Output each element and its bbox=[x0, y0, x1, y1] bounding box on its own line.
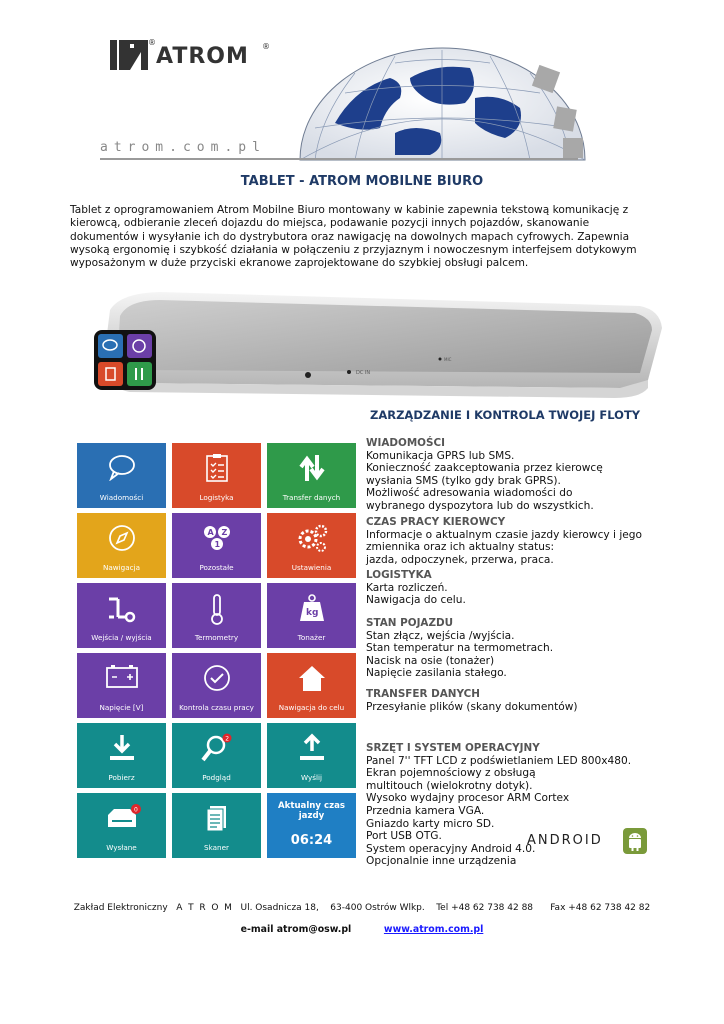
weight-kg-icon bbox=[297, 593, 327, 623]
tile-label: Pozostałe bbox=[199, 563, 234, 572]
feature-line: multitouch (wielokrotny dotyk). bbox=[366, 779, 533, 792]
footer-email: e-mail atrom@osw.pl bbox=[240, 924, 352, 935]
svg-text:kg: kg bbox=[305, 608, 318, 618]
tablet-image bbox=[100, 288, 665, 408]
document-icon bbox=[204, 803, 230, 833]
tile-termometry[interactable] bbox=[172, 583, 261, 648]
compass-icon bbox=[107, 523, 137, 553]
feature-stan-pojazdu bbox=[366, 617, 553, 680]
feature-line: Nacisk na osie (tonażer) bbox=[366, 654, 495, 667]
feature-line: Opcjonalnie inne urządzenia bbox=[366, 855, 517, 868]
atrom-logo bbox=[110, 38, 270, 74]
feature-line: Port USB OTG. bbox=[366, 830, 442, 843]
tile-label: Wiadomości bbox=[99, 493, 144, 502]
feature-heading: STAN POJAZDU bbox=[366, 617, 454, 629]
fleet-section-title: ZARZĄDZANIE I KONTROLA TWOJEJ FLOTY bbox=[370, 408, 641, 422]
feature-line: Przednia kamera VGA. bbox=[366, 804, 485, 817]
magnifier-icon bbox=[200, 733, 234, 765]
tile-label: Pobierz bbox=[108, 773, 135, 782]
footer-website-link[interactable]: www.atrom.com.pl bbox=[383, 924, 484, 935]
sort-icon bbox=[201, 523, 233, 553]
clock-tile-time: 06:24 bbox=[290, 833, 333, 848]
feature-logistyka bbox=[366, 569, 466, 607]
feature-line: zmiennika oraz ich aktualny status: bbox=[366, 541, 555, 554]
transfer-arrows-icon bbox=[298, 453, 326, 483]
tile-wyslij[interactable] bbox=[267, 723, 356, 788]
feature-heading: LOGISTYKA bbox=[366, 569, 432, 581]
feature-line: wybranego dyspozytora lub do wszystkich. bbox=[366, 499, 594, 512]
tile-nawigacja-do-celu[interactable] bbox=[267, 653, 356, 718]
port-label-dcin: DC IN bbox=[356, 370, 371, 376]
tile-napiecie[interactable] bbox=[77, 653, 166, 718]
feature-line: Stan złącz, wejścia /wyjścia. bbox=[366, 629, 515, 642]
feature-sprzet-system bbox=[366, 742, 631, 868]
tile-label: Napięcie [V] bbox=[99, 703, 144, 712]
logo-reg-mark-2: ® bbox=[262, 42, 270, 51]
feature-line: Panel 7'' TFT LCD z podświetlaniem LED 800x480. bbox=[366, 754, 632, 767]
tile-pobierz[interactable] bbox=[77, 723, 166, 788]
svg-text:A: A bbox=[207, 528, 214, 537]
tile-podglad[interactable] bbox=[172, 723, 261, 788]
tile-label: Kontrola czasu pracy bbox=[179, 703, 254, 712]
feature-heading: SRZĘT I SYSTEM OPERACYJNY bbox=[366, 742, 540, 754]
clipboard-checklist-icon bbox=[204, 453, 230, 483]
tile-aktualny-czas-jazdy[interactable] bbox=[267, 793, 356, 858]
upload-icon bbox=[297, 733, 327, 763]
tile-logistyka[interactable] bbox=[172, 443, 261, 508]
tile-ustawienia[interactable] bbox=[267, 513, 356, 578]
wyslane-badge: 0 bbox=[133, 806, 138, 814]
svg-text:Z: Z bbox=[221, 528, 227, 537]
globe-icon bbox=[295, 38, 590, 163]
printer-icon bbox=[102, 803, 142, 833]
tile-kontrola-czasu-pracy[interactable] bbox=[172, 653, 261, 718]
svg-text:ANDROID: ANDROID bbox=[527, 833, 603, 846]
tile-label: Ustawienia bbox=[291, 563, 332, 572]
feature-line: Stan temperatur na termometrach. bbox=[366, 642, 554, 655]
feature-heading: WIADOMOŚCI bbox=[366, 437, 445, 449]
feature-line: Informacje o aktualnym czasie jazdy kierowcy i jego bbox=[366, 528, 643, 541]
port-label-mic: MIC bbox=[444, 357, 452, 362]
tile-label: Nawigacja do celu bbox=[278, 703, 345, 712]
feature-transfer-danych bbox=[366, 688, 578, 713]
battery-icon bbox=[105, 663, 139, 689]
feature-line: Nawigacja do celu. bbox=[366, 594, 466, 607]
feature-wiadomosci bbox=[366, 437, 603, 513]
feature-czas-pracy bbox=[366, 516, 642, 566]
intro-paragraph: Tablet z oprogramowaniem Atrom Mobilne Biuro montowany w kabinie zapewnia tekstową komunikację z kierowcą, odbieranie zleceń dojazdu do miejsca, podawanie pozycji innych pojazdów, skanowanie dokumentów i wysyłanie ich do dystrybutora oraz nawigację na dowolnych mapach cyfrowych. Zapewnia wysoką ergonomię i szybkość działania w połączeniu z przyjaznym i nowoczesnym interfejsem dotykowym wyposażonym w duże przyciski ekranowe zaprojektowane do szybkiej obsługi palcem. bbox=[70, 204, 637, 270]
tile-nawigacja[interactable] bbox=[77, 513, 166, 578]
tile-wejscia-wyjscia[interactable] bbox=[77, 583, 166, 648]
tile-skaner[interactable] bbox=[172, 793, 261, 858]
app-tile-grid bbox=[77, 443, 357, 863]
android-robot-icon bbox=[623, 828, 647, 854]
io-switch-icon bbox=[106, 593, 138, 623]
feature-line: jazda, odpoczynek, przerwa, praca. bbox=[366, 553, 554, 566]
tile-pozostale[interactable] bbox=[172, 513, 261, 578]
feature-line: System operacyjny Android 4.0. bbox=[366, 842, 536, 855]
tile-label: Transfer danych bbox=[282, 493, 341, 502]
thermometer-icon bbox=[209, 593, 225, 625]
feature-line: Ekran pojemnościowy z obsługą bbox=[366, 767, 536, 780]
feature-heading: CZAS PRACY KIEROWCY bbox=[366, 516, 506, 528]
logo-text: ATROM bbox=[156, 44, 249, 69]
feature-line: wysłania SMS (tylko gdy brak GPRS). bbox=[366, 474, 561, 487]
feature-line: Przesyłanie plików (skany dokumentów) bbox=[366, 700, 578, 713]
feature-line: Komunikacja GPRS lub SMS. bbox=[366, 449, 515, 462]
tile-wyslane[interactable] bbox=[77, 793, 166, 858]
footer-contact bbox=[0, 924, 724, 935]
footer-address: Zakład Elektroniczny A T R O M Ul. Osadnicza 18, 63-400 Ostrów Wlkp. Tel +48 62 738 42 88 Fax +48 62 738 42 82 bbox=[73, 903, 651, 913]
tile-wiadomosci[interactable] bbox=[77, 443, 166, 508]
header-divider bbox=[100, 158, 578, 160]
check-circle-icon bbox=[202, 663, 232, 693]
home-icon bbox=[297, 663, 327, 693]
feature-line: Gniazdo karty micro SD. bbox=[366, 817, 495, 830]
tile-label: Skaner bbox=[204, 843, 229, 852]
tile-label: Wysłane bbox=[106, 843, 137, 852]
podglad-badge: 2 bbox=[224, 735, 229, 743]
tile-label: Termometry bbox=[194, 633, 239, 642]
feature-heading: TRANSFER DANYCH bbox=[366, 688, 480, 700]
app-launcher-icon bbox=[94, 330, 156, 390]
android-wordmark-logo bbox=[527, 832, 613, 846]
gears-icon bbox=[296, 523, 328, 553]
atrom-logo-mark-icon bbox=[110, 40, 148, 70]
tile-label: Wejścia / wyjścia bbox=[91, 633, 152, 642]
feature-line: Konieczność zaakceptowania przez kierowcę bbox=[366, 462, 603, 475]
feature-line: Możliwość adresowania wiadomości do bbox=[366, 487, 573, 500]
chat-bubble-icon bbox=[107, 453, 137, 481]
feature-line: Karta rozliczeń. bbox=[366, 581, 448, 594]
tile-transfer-danych[interactable] bbox=[267, 443, 356, 508]
tile-label: Wyślij bbox=[301, 773, 322, 782]
feature-line: Napięcie zasilania stałego. bbox=[366, 667, 507, 680]
clock-tile-line2: jazdy bbox=[298, 811, 325, 821]
clock-tile-line1: Aktualny czas bbox=[277, 801, 346, 811]
tile-label: Tonażer bbox=[297, 633, 326, 642]
download-icon bbox=[107, 733, 137, 763]
header-url: atrom.com.pl bbox=[100, 140, 266, 155]
tile-label: Nawigacja bbox=[103, 563, 140, 572]
tile-label: Podgląd bbox=[202, 773, 231, 782]
tile-label: Logistyka bbox=[199, 493, 234, 502]
logo-reg-mark: ® bbox=[148, 38, 156, 47]
page-title: TABLET - ATROM MOBILNE BIURO bbox=[240, 174, 484, 189]
tile-tonazer[interactable] bbox=[267, 583, 356, 648]
svg-text:1: 1 bbox=[214, 540, 220, 549]
feature-line: Wysoko wydajny procesor ARM Cortex bbox=[366, 792, 570, 805]
